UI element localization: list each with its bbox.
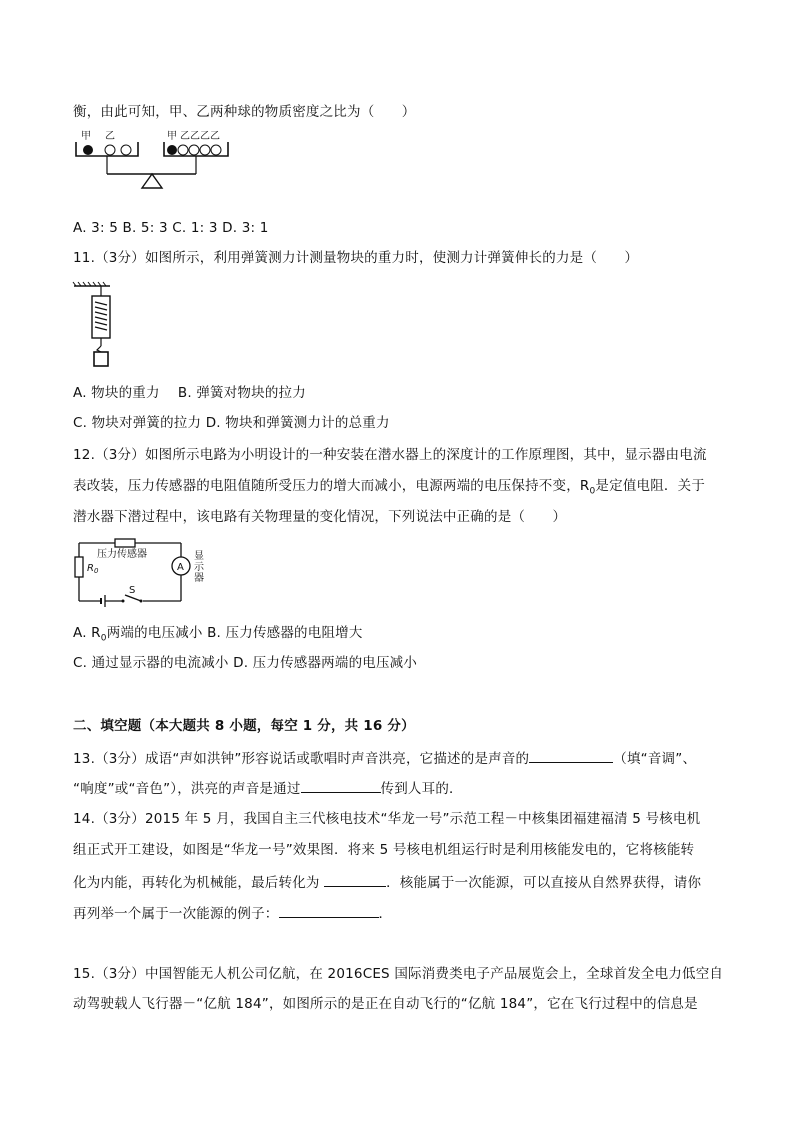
right-ball-yi-4 [211, 145, 221, 155]
q13-line2: “响度”或“音色”），洪亮的声音是通过 传到人耳的． [73, 778, 463, 798]
q14-line1: 14.（3分）2015 年 5 月，我国自主三代核电技术“华龙一号”示范工程－中核集团福建福清 5 号核电机 [73, 811, 701, 827]
display-label-1: 示 [194, 562, 204, 573]
q12-stem-line1: 12.（3分）如图所示电路为小明设计的一种安装在潜水器上的深度计的工作原理图，其中，显示器由电流 [73, 447, 707, 463]
block [94, 352, 108, 366]
sensor-label: 压力传感器 [97, 549, 147, 560]
q11-options-row2: C. 物块对弹簧的拉力 D. 物块和弹簧测力计的总重力 [73, 415, 390, 431]
q13-line1: 13.（3分）成语“声如洪钟”形容说话或歌唱时声音洪亮，它描述的是声音的 （填“音调”、 [73, 748, 696, 768]
scale-body [92, 296, 110, 338]
left-ball-yi-2 [121, 145, 131, 155]
q12-stem-line2: 表改装，压力传感器的电阻值随所受压力的增大而减小，电源两端的电压保持不变，$R_0$是定值电阻．关于 [73, 478, 706, 497]
right-ball-yi-2 [189, 145, 199, 155]
ammeter-label: A [177, 562, 184, 573]
right-label-4: 乙 [210, 131, 220, 142]
left-ball-yi-1 [105, 145, 115, 155]
q12-options-row2: C. 通过显示器的电流减小 D. 压力传感器两端的电压减小 [73, 655, 418, 671]
display-label-2: 器 [194, 573, 204, 584]
right-label-0: 甲 [167, 131, 177, 142]
r0-resistor [75, 557, 83, 577]
q10-stem-tail: 衡，由此可知，甲、乙两种球的物质密度之比为（ ） [73, 104, 416, 120]
display-label-0: 显 [194, 551, 204, 562]
fulcrum [142, 174, 162, 188]
r0-label: $R_0$ [87, 563, 99, 575]
q14-line4: 再列举一个属于一次能源的例子： ． [73, 903, 392, 923]
q14-line2: 组正式开工建设，如图是“华龙一号”效果图．将来 5 号核电机组运行时是利用核能发电的，它将核能转 [73, 842, 695, 858]
right-label-1: 乙 [180, 131, 190, 142]
circuit-figure [73, 537, 213, 607]
section2-title: 二、填空题（本大题共 8 小题，每空 1 分，共 16 分） [73, 718, 415, 734]
right-ball-yi-1 [178, 145, 188, 155]
spring-scale-figure [72, 282, 142, 370]
q11-options-row1: A. 物块的重力 B. 弹簧对物块的拉力 [73, 385, 306, 401]
q14-blank-2[interactable] [279, 903, 379, 918]
spring-coils [95, 302, 107, 330]
q14-line3: 化为内能，再转化为机械能，最后转化为 ．核能属于一次能源，可以直接从自然界获得，请你 [73, 872, 701, 892]
left-label-yi: 乙 [105, 131, 115, 142]
hook [97, 346, 101, 352]
right-label-3: 乙 [200, 131, 210, 142]
switch-label: S [129, 585, 136, 596]
pressure-sensor-resistor [115, 539, 135, 547]
q15-line2: 动驾驶载人飞行器－“亿航 184”，如图所示的是正在自动飞行的“亿航 184”，它在飞行过程中的信息是 [73, 996, 698, 1012]
left-label-jia: 甲 [81, 131, 91, 142]
q12-options-row1: A. $R_0$两端的电压减小 B. 压力传感器的电阻增大 [73, 625, 363, 644]
q13-blank-2[interactable] [301, 778, 381, 793]
balance-figure [72, 128, 232, 190]
left-ball-jia [83, 145, 93, 155]
q12-stem-line3: 潜水器下潜过程中，该电路有关物理量的变化情况，下列说法中正确的是（ ） [73, 509, 567, 525]
q13-blank-1[interactable] [529, 748, 613, 763]
q10-options: A. 3: 5 B. 5: 3 C. 1: 3 D. 3: 1 [73, 220, 269, 236]
right-label-2: 乙 [190, 131, 200, 142]
right-ball-yi-3 [200, 145, 210, 155]
q14-blank-1[interactable] [324, 872, 386, 887]
right-ball-jia [167, 145, 177, 155]
q11-stem: 11.（3分）如图所示，利用弹簧测力计测量物块的重力时，使测力计弹簧伸长的力是（ ） [73, 250, 639, 266]
q15-line1: 15.（3分）中国智能无人机公司亿航，在 2016CES 国际消费类电子产品展览会上，全球首发全电力低空自 [73, 966, 724, 982]
